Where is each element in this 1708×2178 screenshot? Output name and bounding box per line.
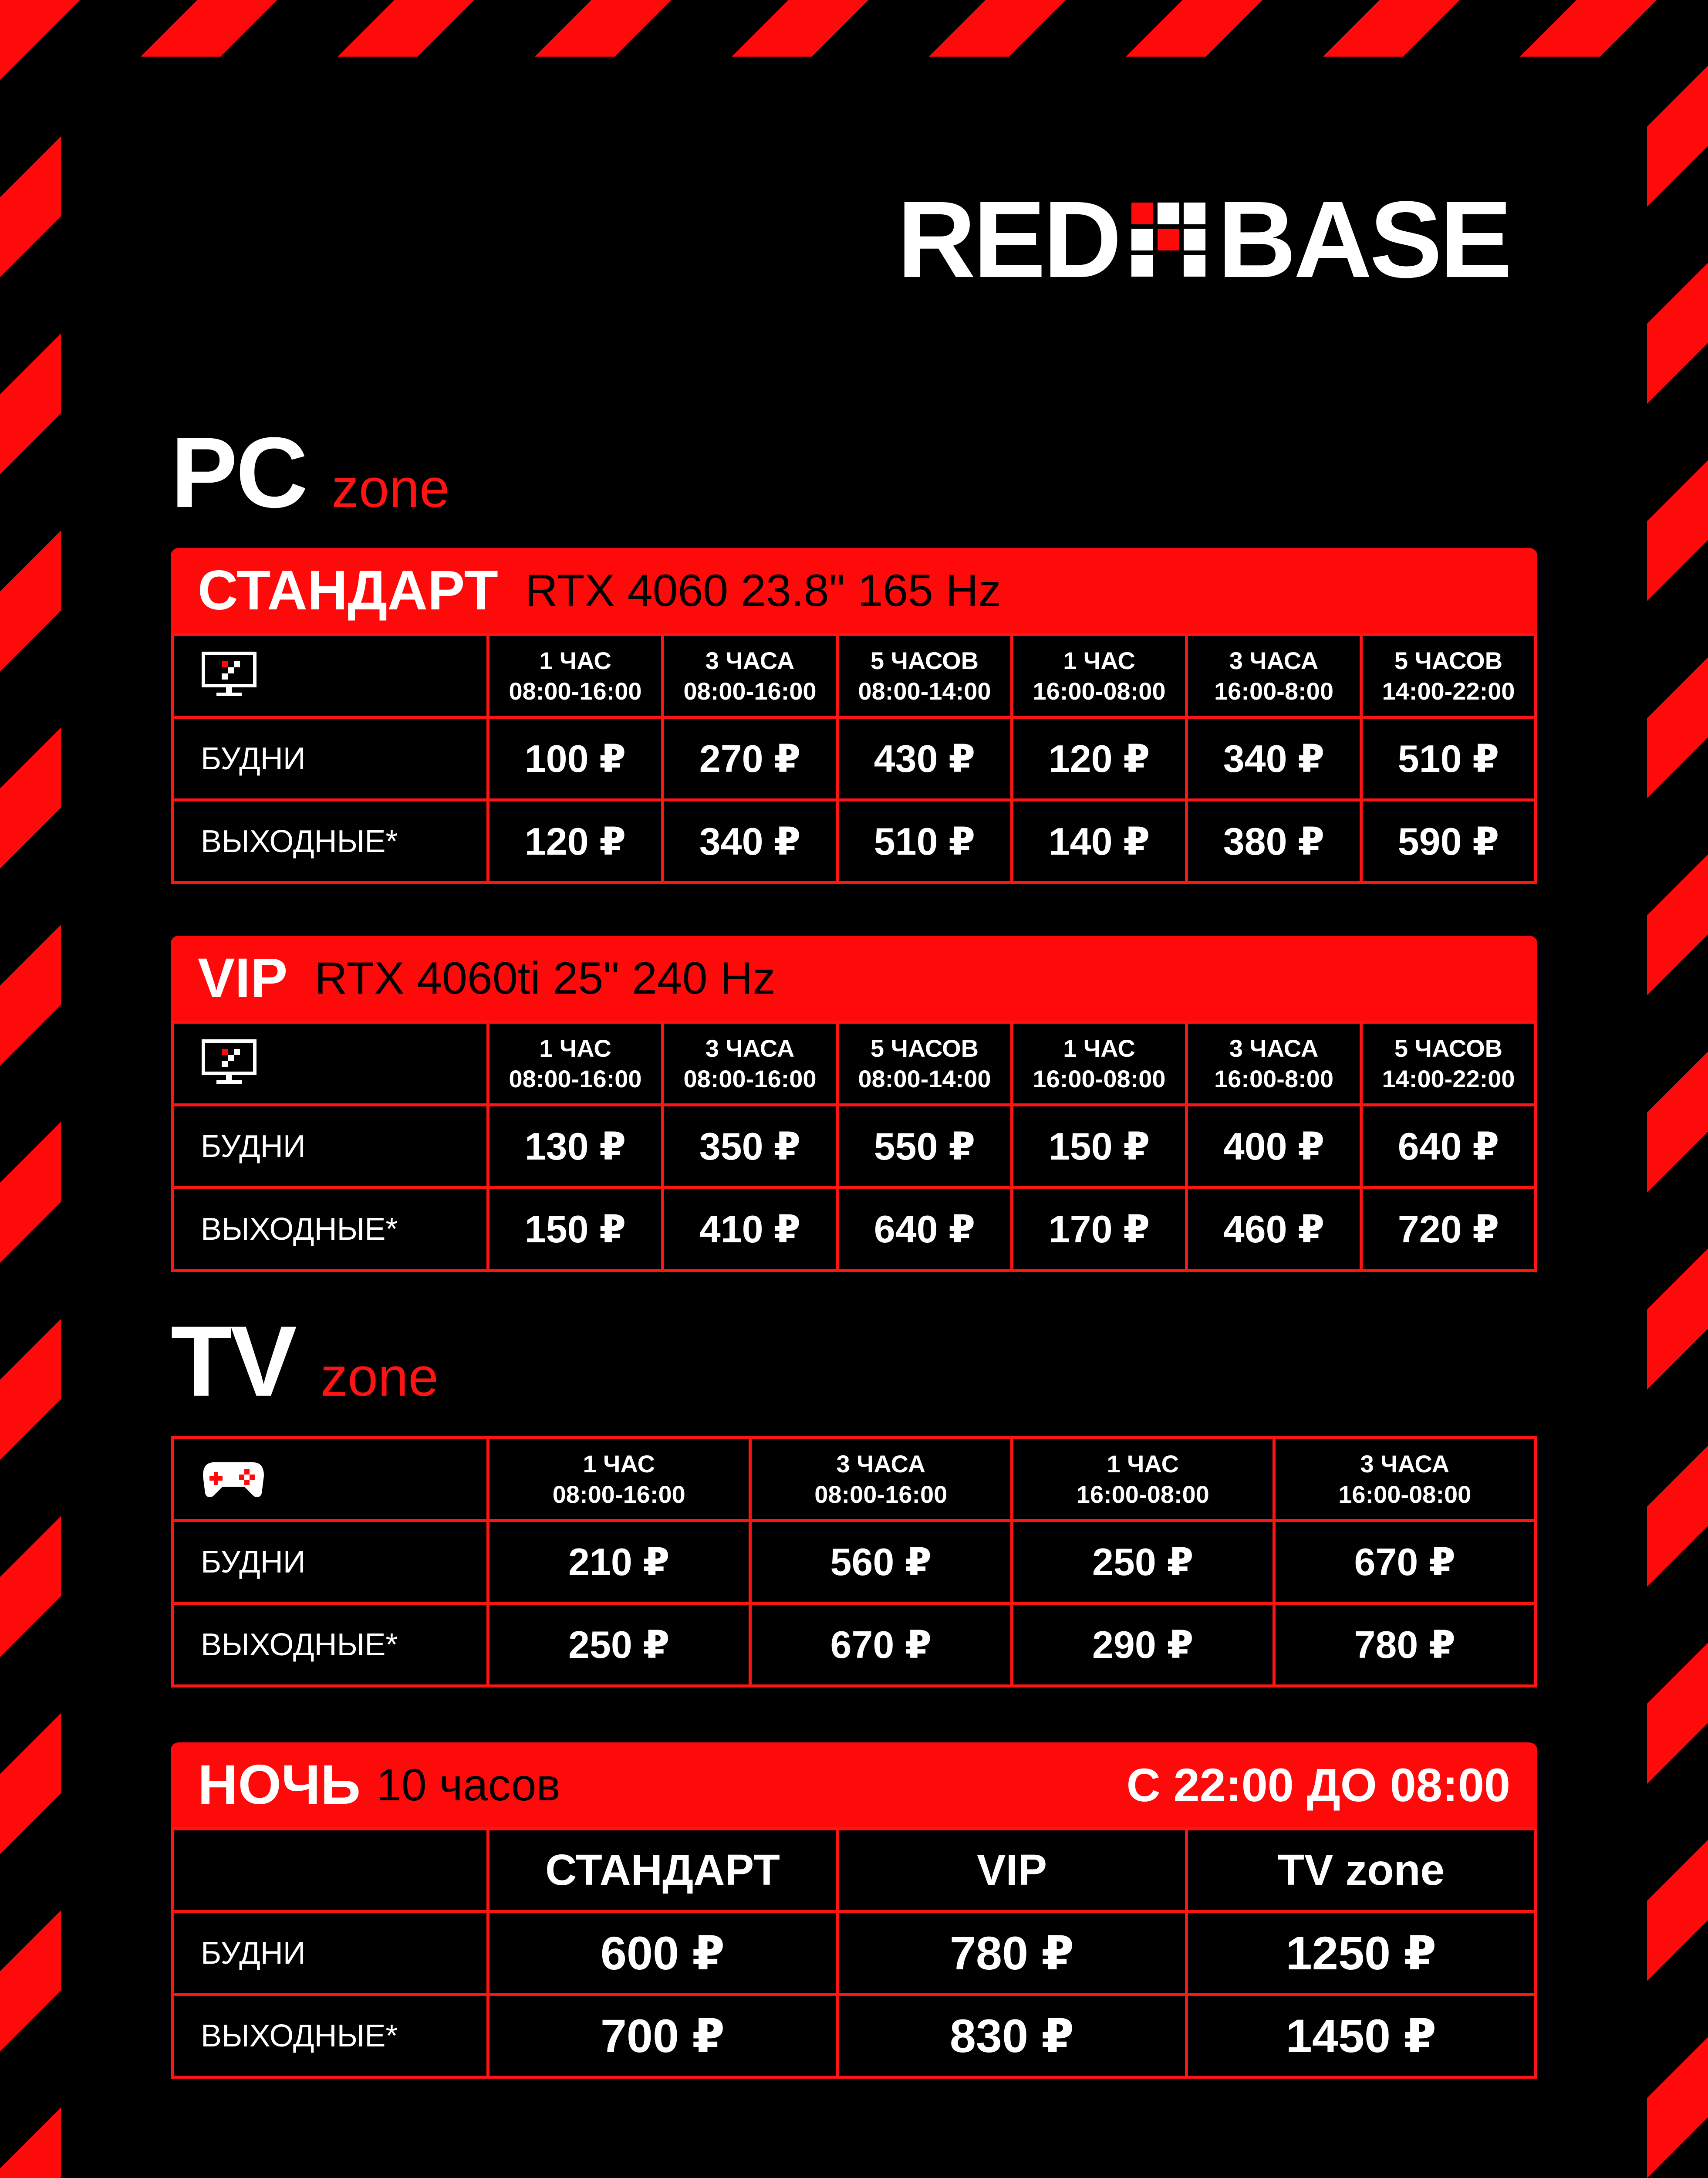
column-header: 3 ЧАСА 08:00-16:00 bbox=[663, 1022, 837, 1105]
column-header: 3 ЧАСА 16:00-8:00 bbox=[1187, 1022, 1361, 1105]
price-cell: 150 ₽ bbox=[1012, 1105, 1187, 1188]
tv-price-block bbox=[171, 1436, 1537, 1688]
price-cell: 700 ₽ bbox=[488, 1995, 837, 2077]
column-header: 3 ЧАСА 16:00-08:00 bbox=[1274, 1438, 1536, 1521]
standard-price-block bbox=[171, 548, 1537, 884]
price-cell: 250 ₽ bbox=[488, 1603, 750, 1686]
tv-zone-subtitle: zone bbox=[320, 1347, 439, 1407]
table-row bbox=[172, 1603, 1536, 1686]
night-time: С 22:00 ДО 08:00 bbox=[1126, 1759, 1510, 1811]
price-cell: 1450 ₽ bbox=[1187, 1995, 1536, 2077]
price-cell: 1250 ₽ bbox=[1187, 1912, 1536, 1995]
night-header bbox=[171, 1742, 1537, 1827]
price-cell: 170 ₽ bbox=[1012, 1188, 1187, 1271]
price-cell: 410 ₽ bbox=[663, 1188, 837, 1271]
row-label: ВЫХОДНЫЕ* bbox=[172, 800, 488, 883]
price-cell: 340 ₽ bbox=[1187, 717, 1361, 800]
vip-title: VIP bbox=[198, 947, 288, 1009]
tv-zone-title: TV bbox=[171, 1305, 295, 1417]
logo-pixel-mark-icon bbox=[1131, 203, 1205, 277]
price-cell: 590 ₽ bbox=[1361, 800, 1536, 883]
price-cell: 460 ₽ bbox=[1187, 1188, 1361, 1271]
row-label: ВЫХОДНЫЕ* bbox=[172, 1188, 488, 1271]
tv-price-table bbox=[171, 1436, 1537, 1688]
price-cell: 670 ₽ bbox=[1274, 1521, 1536, 1603]
night-price-table bbox=[171, 1827, 1537, 2079]
standard-title: СТАНДАРТ bbox=[198, 559, 498, 622]
table-row bbox=[172, 1995, 1536, 2077]
price-cell: 510 ₽ bbox=[1361, 717, 1536, 800]
column-header: VIP bbox=[837, 1829, 1187, 1912]
table-header-row bbox=[172, 1829, 1536, 1912]
price-cell: 720 ₽ bbox=[1361, 1188, 1536, 1271]
column-header: 5 ЧАСОВ 14:00-22:00 bbox=[1361, 1022, 1536, 1105]
column-header: 1 ЧАС 08:00-16:00 bbox=[488, 1022, 663, 1105]
column-header: 1 ЧАС 16:00-08:00 bbox=[1012, 1438, 1274, 1521]
vip-price-block bbox=[171, 936, 1537, 1272]
monitor-icon bbox=[172, 1022, 488, 1105]
standard-spec: RTX 4060 23.8" 165 Hz bbox=[525, 565, 1001, 616]
column-header: 3 ЧАСА 08:00-16:00 bbox=[663, 635, 837, 717]
vip-price-table bbox=[171, 1021, 1537, 1272]
price-cell: 130 ₽ bbox=[488, 1105, 663, 1188]
tv-zone-heading bbox=[171, 1305, 439, 1417]
price-cell: 670 ₽ bbox=[750, 1603, 1012, 1686]
column-header: TV zone bbox=[1187, 1829, 1536, 1912]
price-cell: 510 ₽ bbox=[837, 800, 1012, 883]
column-header: 1 ЧАС 08:00-16:00 bbox=[488, 1438, 750, 1521]
column-header: СТАНДАРТ bbox=[488, 1829, 837, 1912]
brand-right: BASE bbox=[1217, 179, 1510, 300]
price-cell: 340 ₽ bbox=[663, 800, 837, 883]
row-label: ВЫХОДНЫЕ* bbox=[172, 1603, 488, 1686]
standard-header bbox=[171, 548, 1537, 633]
column-header: 5 ЧАСОВ 08:00-14:00 bbox=[837, 635, 1012, 717]
table-row bbox=[172, 717, 1536, 800]
price-cell: 550 ₽ bbox=[837, 1105, 1012, 1188]
price-cell: 380 ₽ bbox=[1187, 800, 1361, 883]
price-cell: 210 ₽ bbox=[488, 1521, 750, 1603]
night-subtitle: 10 часов bbox=[376, 1759, 560, 1810]
row-label: ВЫХОДНЫЕ* bbox=[172, 1995, 488, 2077]
price-cell: 560 ₽ bbox=[750, 1521, 1012, 1603]
price-cell: 430 ₽ bbox=[837, 717, 1012, 800]
pc-zone-subtitle: zone bbox=[331, 458, 450, 519]
pc-zone-heading bbox=[171, 416, 450, 528]
brand-logo bbox=[897, 179, 1510, 300]
price-cell: 350 ₽ bbox=[663, 1105, 837, 1188]
night-title: НОЧЬ bbox=[198, 1753, 361, 1816]
column-header: 3 ЧАСА 16:00-8:00 bbox=[1187, 635, 1361, 717]
table-row bbox=[172, 800, 1536, 883]
price-cell: 140 ₽ bbox=[1012, 800, 1187, 883]
table-row bbox=[172, 1105, 1536, 1188]
price-cell: 640 ₽ bbox=[1361, 1105, 1536, 1188]
price-cell: 780 ₽ bbox=[1274, 1603, 1536, 1686]
row-label: БУДНИ bbox=[172, 1912, 488, 1995]
column-header: 1 ЧАС 08:00-16:00 bbox=[488, 635, 663, 717]
price-cell: 600 ₽ bbox=[488, 1912, 837, 1995]
price-cell: 400 ₽ bbox=[1187, 1105, 1361, 1188]
table-header-row bbox=[172, 635, 1536, 717]
column-header: 5 ЧАСОВ 08:00-14:00 bbox=[837, 1022, 1012, 1105]
price-cell: 100 ₽ bbox=[488, 717, 663, 800]
table-header-row bbox=[172, 1438, 1536, 1521]
monitor-icon bbox=[172, 635, 488, 717]
price-cell: 290 ₽ bbox=[1012, 1603, 1274, 1686]
column-header: 1 ЧАС 16:00-08:00 bbox=[1012, 635, 1187, 717]
price-cell: 250 ₽ bbox=[1012, 1521, 1274, 1603]
price-cell: 270 ₽ bbox=[663, 717, 837, 800]
table-row bbox=[172, 1912, 1536, 1995]
price-cell: 120 ₽ bbox=[488, 800, 663, 883]
price-cell: 640 ₽ bbox=[837, 1188, 1012, 1271]
price-cell: 780 ₽ bbox=[837, 1912, 1187, 1995]
column-header: 3 ЧАСА 08:00-16:00 bbox=[750, 1438, 1012, 1521]
standard-price-table bbox=[171, 633, 1537, 884]
column-header: 5 ЧАСОВ 14:00-22:00 bbox=[1361, 635, 1536, 717]
night-price-block bbox=[171, 1742, 1537, 2079]
row-label: БУДНИ bbox=[172, 717, 488, 800]
gamepad-icon bbox=[172, 1438, 488, 1521]
table-row bbox=[172, 1188, 1536, 1271]
column-header: 1 ЧАС 16:00-08:00 bbox=[1012, 1022, 1187, 1105]
vip-spec: RTX 4060ti 25" 240 Hz bbox=[314, 953, 776, 1004]
empty-header-cell bbox=[172, 1829, 488, 1912]
table-row bbox=[172, 1521, 1536, 1603]
price-cell: 830 ₽ bbox=[837, 1995, 1187, 2077]
vip-header bbox=[171, 936, 1537, 1021]
brand-left: RED bbox=[897, 179, 1119, 300]
row-label: БУДНИ bbox=[172, 1105, 488, 1188]
price-cell: 120 ₽ bbox=[1012, 717, 1187, 800]
price-cell: 150 ₽ bbox=[488, 1188, 663, 1271]
row-label: БУДНИ bbox=[172, 1521, 488, 1603]
pc-zone-title: PC bbox=[171, 416, 307, 528]
table-header-row bbox=[172, 1022, 1536, 1105]
